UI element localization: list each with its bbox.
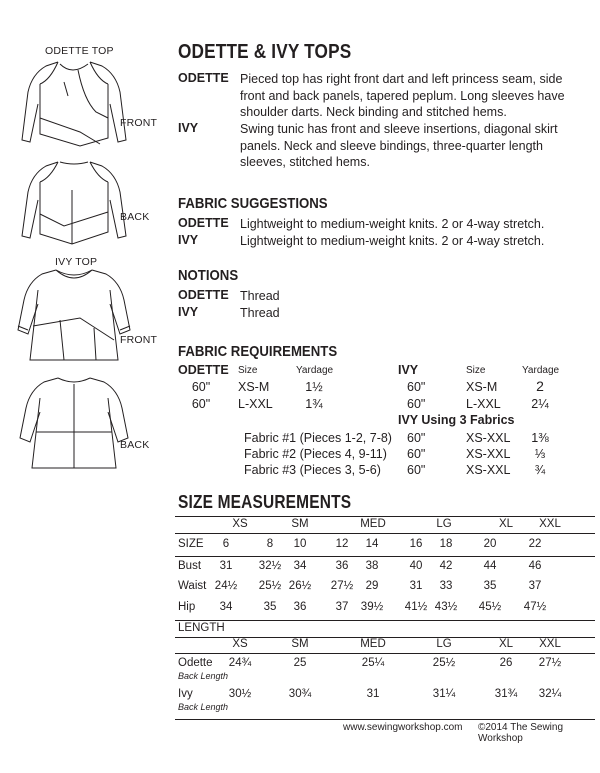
fr-ivy3-fabric-1: Fabric #2 (Pieces 4, 9-11): [244, 447, 387, 461]
hip-row-rule: [175, 620, 595, 621]
size-cell: 20: [483, 538, 497, 550]
measurement-cell: 42: [439, 560, 453, 572]
measurement-cell: 25½: [258, 580, 282, 592]
fr-ivy3-fabric-2: Fabric #3 (Pieces 3, 5-6): [244, 463, 381, 477]
fr-ivy-size-1: L-XXL: [466, 397, 501, 411]
size-cell: 14: [365, 538, 379, 550]
length-cell: 25½: [432, 657, 456, 669]
ivy-length-label: Ivy: [178, 688, 193, 700]
measurement-cell: 36: [335, 560, 349, 572]
length-cell: 25: [293, 657, 307, 669]
fr-odette-label: ODETTE: [178, 363, 229, 377]
hip-label: Hip: [178, 601, 196, 613]
length-label: LENGTH: [178, 622, 225, 634]
length-cell: 31¾: [494, 688, 518, 700]
size-group-med: MED: [360, 518, 386, 530]
measurement-cell: 39½: [360, 601, 384, 613]
measurement-cell: 47½: [523, 601, 547, 613]
measurement-cell: 31: [409, 580, 423, 592]
fr-odette-width-0: 60": [191, 380, 211, 394]
size-cell: 6: [222, 538, 230, 550]
fr-ivy3-yardage-1: ⅓: [534, 447, 546, 461]
length-group-xxl: XXL: [539, 638, 561, 650]
odette-back-drawing: [22, 162, 126, 244]
measurement-cell: 43½: [434, 601, 458, 613]
footer-copyright: ©2014 The Sewing Workshop: [478, 722, 564, 744]
fr-odette-width-1: 60": [191, 397, 211, 411]
measurement-cell: 24½: [214, 580, 238, 592]
size-cell: 10: [293, 538, 307, 550]
length-cell: 30½: [228, 688, 252, 700]
odette-back-label: BACK: [120, 211, 150, 223]
ivy-back-label: BACK: [120, 439, 150, 451]
size-cell: 8: [266, 538, 274, 550]
notions-heading: NOTIONS: [178, 267, 239, 284]
fr-odette-yardage-0: 1½: [305, 380, 323, 394]
fr-ivy3-size-0: XS-XXL: [466, 431, 511, 445]
size-row-label: SIZE: [178, 538, 204, 550]
size-header-rule: [175, 533, 595, 534]
fr-ivy-width-0: 60": [407, 380, 426, 394]
notions-ivy-label: IVY: [178, 305, 199, 319]
length-cell: 31¼: [432, 688, 456, 700]
size-group-xl: XL: [498, 518, 514, 530]
measurement-cell: 26½: [288, 580, 312, 592]
length-cell: 31: [366, 688, 380, 700]
fr-ivy3-yardage-0: 1⅜: [531, 431, 549, 445]
ivy-length-sub: Back Length: [178, 702, 229, 712]
page-title: ODETTE & IVY TOPS: [178, 41, 352, 63]
measurement-cell: 31: [219, 560, 233, 572]
length-group-lg: LG: [436, 638, 452, 650]
measurement-cell: 45½: [478, 601, 502, 613]
size-cell: 12: [335, 538, 349, 550]
fr-ivy3-width-0: 60": [407, 431, 426, 445]
footer-website: www.sewingworkshop.com: [343, 722, 463, 733]
odette-desc-label: ODETTE: [178, 71, 229, 85]
ivy-front-label: FRONT: [120, 334, 158, 346]
fs-ivy-text: Lightweight to medium-weight knits. 2 or 4-way stretch.: [240, 234, 545, 248]
garment-illustrations: [0, 0, 170, 470]
length-cell: 24¾: [228, 657, 252, 669]
fr-odette-size-1: L-XXL: [238, 397, 273, 411]
fr-ivy-yardage-header: Yardage: [522, 365, 560, 376]
fr-odette-size-0: XS-M: [238, 380, 270, 394]
odette-front-label: FRONT: [120, 117, 158, 129]
size-group-xxl: XXL: [539, 518, 561, 530]
measurement-cell: 34: [219, 601, 233, 613]
fabric-requirements-heading: FABRIC REQUIREMENTS: [178, 343, 338, 360]
fs-ivy-label: IVY: [178, 233, 199, 247]
measurement-cell: 35: [263, 601, 277, 613]
length-rule-header: [175, 653, 595, 654]
size-cell: 16: [409, 538, 423, 550]
fr-ivy-yardage-0: 2: [536, 378, 544, 394]
odette-top-label: ODETTE TOP: [45, 45, 114, 57]
length-group-med: MED: [360, 638, 386, 650]
length-group-sm: SM: [291, 638, 309, 650]
length-cell: 27½: [538, 657, 562, 669]
footer-rule: [175, 719, 595, 720]
size-group-lg: LG: [436, 518, 452, 530]
fr-ivy3-width-1: 60": [407, 447, 426, 461]
ivy-desc-text: Swing tunic has front and sleeve insertions, diagonal skirt panels. Neck and sleeve bindings, three-quarter length sleeves, stitched hems.: [240, 122, 558, 169]
size-group-sm: SM: [291, 518, 309, 530]
fr-ivy3-size-1: XS-XXL: [466, 447, 511, 461]
ivy-top-label: IVY TOP: [55, 256, 98, 268]
measurement-cell: 41½: [404, 601, 428, 613]
bust-label: Bust: [178, 560, 202, 572]
size-cell: 18: [439, 538, 453, 550]
measurement-cell: 34: [293, 560, 307, 572]
size-cell: 22: [528, 538, 542, 550]
fr-ivy-width-1: 60": [407, 397, 426, 411]
fr-ivy3-heading: IVY Using 3 Fabrics: [398, 413, 515, 427]
size-measurements-heading: SIZE MEASUREMENTS: [178, 492, 352, 512]
ivy-desc-label: IVY: [178, 121, 199, 135]
measurement-cell: 46: [528, 560, 542, 572]
measurement-cell: 32½: [258, 560, 282, 572]
measurement-cell: 37: [335, 601, 349, 613]
fr-odette-yardage-header: Yardage: [296, 365, 334, 376]
odette-length-sub: Back Length: [178, 671, 229, 681]
fr-odette-size-header: Size: [238, 365, 258, 376]
length-group-xl: XL: [498, 638, 514, 650]
ivy-back-drawing: [20, 378, 128, 468]
fr-ivy3-fabric-0: Fabric #1 (Pieces 1-2, 7-8): [244, 431, 392, 445]
fr-ivy-size-header: Size: [466, 365, 486, 376]
waist-label: Waist: [178, 580, 207, 592]
measurement-cell: 38: [365, 560, 379, 572]
fr-ivy3-size-2: XS-XXL: [466, 463, 511, 477]
fr-odette-yardage-1: 1¾: [305, 397, 323, 411]
length-cell: 30¾: [288, 688, 312, 700]
length-cell: 26: [499, 657, 513, 669]
ivy-front-drawing: [18, 270, 130, 360]
fr-ivy-yardage-1: 2¼: [531, 397, 549, 411]
length-cell: 25¼: [361, 657, 385, 669]
size-top-rule: [175, 516, 595, 517]
measurement-cell: 40: [409, 560, 423, 572]
measurement-cell: 33: [439, 580, 453, 592]
size-group-xs: XS: [232, 518, 248, 530]
fr-ivy-label: IVY: [398, 363, 419, 377]
odette-desc-text: Pieced top has right front dart and left princess seam, side front and back panels, tapered peplum. Long sleeves have shoulder darts. Neck binding and stitched hems.: [240, 72, 565, 119]
fabric-suggestions-heading: FABRIC SUGGESTIONS: [178, 195, 328, 212]
notions-odette-label: ODETTE: [178, 288, 229, 302]
fs-odette-label: ODETTE: [178, 216, 229, 230]
fs-odette-text: Lightweight to medium-weight knits. 2 or 4-way stretch.: [240, 217, 545, 231]
fr-ivy-size-0: XS-M: [466, 380, 498, 394]
notions-ivy-text: Thread: [240, 306, 280, 320]
length-cell: 32¼: [538, 688, 562, 700]
measurement-cell: 44: [483, 560, 497, 572]
notions-odette-text: Thread: [240, 289, 280, 303]
measurement-cell: 29: [365, 580, 379, 592]
measurement-cell: 35: [483, 580, 497, 592]
measurement-cell: 36: [293, 601, 307, 613]
fr-ivy3-yardage-2: ¾: [534, 463, 546, 477]
size-row-rule: [175, 556, 595, 557]
length-group-xs: XS: [232, 638, 248, 650]
odette-front-drawing: [22, 62, 126, 146]
measurement-cell: 37: [528, 580, 542, 592]
odette-length-label: Odette: [178, 657, 213, 669]
fr-ivy3-width-2: 60": [407, 463, 426, 477]
measurement-cell: 27½: [330, 580, 354, 592]
